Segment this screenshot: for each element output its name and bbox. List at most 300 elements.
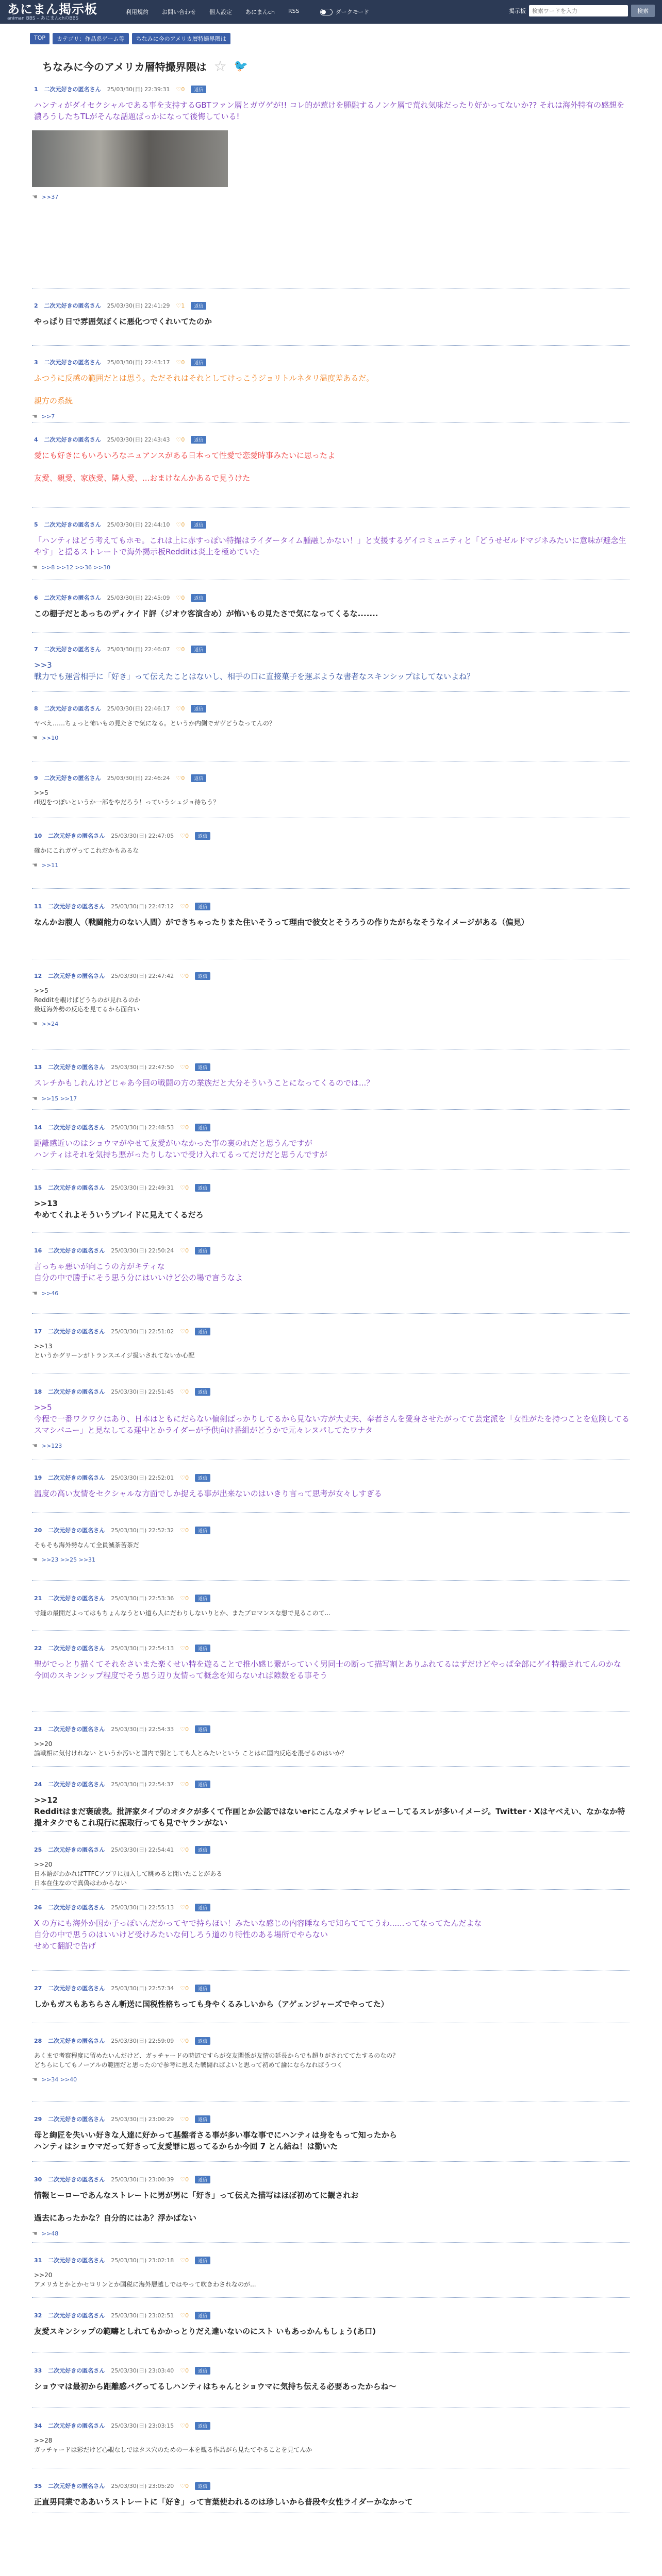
nav-contact[interactable]: お問い合わせ — [162, 9, 196, 15]
main-nav — [126, 8, 300, 16]
reply-button[interactable]: 返信 — [191, 594, 206, 602]
reply-button[interactable]: 返信 — [195, 1184, 210, 1192]
breadcrumb-thread[interactable]: ちなみに今のアメリカ層特撮界隈は — [132, 33, 230, 44]
reply-button[interactable]: 返信 — [195, 2037, 210, 2045]
post-number[interactable]: 25 — [34, 1846, 42, 1853]
reply-button[interactable]: 返信 — [195, 972, 210, 980]
post-header — [32, 594, 630, 602]
reply-button[interactable]: 返信 — [195, 1985, 210, 1992]
pointing-hand-icon: ☚ — [32, 734, 38, 741]
reply-ref-links[interactable]: >>15 >>17 — [41, 1095, 77, 1102]
nav-rss[interactable]: RSS — [288, 8, 300, 14]
post-date: 25/03/30(日) 22:43:43 — [107, 436, 170, 443]
post-number[interactable]: 23 — [34, 1725, 42, 1733]
reply-ref-links[interactable]: >>8 >>12 >>36 >>30 — [41, 564, 110, 571]
heart-icon[interactable]: ♡ — [176, 86, 181, 93]
post-number[interactable]: 6 — [34, 594, 38, 601]
post-date: 25/03/30(日) 23:03:40 — [111, 2367, 174, 2374]
post-number[interactable]: 32 — [34, 2312, 42, 2319]
search-area — [509, 5, 655, 17]
like-count: 0 — [181, 86, 185, 93]
post-date: 25/03/30(日) 23:03:15 — [111, 2422, 174, 2429]
heart-icon[interactable]: ♡ — [180, 1474, 186, 1481]
heart-icon[interactable]: ♡ — [176, 774, 181, 782]
pointing-hand-icon: ☚ — [32, 193, 38, 200]
post-date: 25/03/30(日) 22:54:37 — [111, 1781, 174, 1788]
like-counter[interactable] — [176, 359, 185, 366]
heart-icon[interactable]: ♡ — [180, 832, 186, 839]
breadcrumb-top[interactable]: TOP — [30, 33, 49, 44]
reply-ref-links[interactable]: >>23 >>25 >>31 — [41, 1556, 96, 1563]
reply-button[interactable]: 返信 — [195, 1247, 210, 1255]
site-logo[interactable] — [0, 3, 126, 21]
like-counter[interactable] — [180, 973, 189, 979]
post — [32, 358, 630, 423]
heart-icon[interactable]: ♡ — [180, 1063, 186, 1071]
post — [32, 435, 630, 508]
like-counter[interactable] — [180, 1985, 189, 1992]
heart-icon[interactable]: ♡ — [180, 1247, 186, 1254]
reply-ref-links[interactable]: >>123 — [41, 1442, 62, 1449]
reply-button[interactable]: 返信 — [195, 2422, 210, 2430]
like-count: 0 — [181, 521, 185, 528]
post-date: 25/03/30(日) 22:41:29 — [107, 302, 170, 309]
heart-icon[interactable]: ♡ — [176, 646, 181, 653]
reply-button[interactable]: 返信 — [195, 1124, 210, 1131]
post-number[interactable]: 4 — [34, 436, 38, 443]
post-number[interactable]: 11 — [34, 903, 42, 910]
like-count: 0 — [185, 1527, 189, 1534]
post-number[interactable]: 10 — [34, 832, 42, 839]
post — [32, 1725, 630, 1767]
poster-name: 二次元好きの匿名さん — [44, 775, 101, 782]
heart-icon[interactable]: ♡ — [176, 594, 181, 601]
poster-name: 二次元好きの匿名さん — [48, 1846, 105, 1853]
post — [32, 1327, 630, 1374]
reply-button[interactable]: 返信 — [195, 2257, 210, 2264]
like-counter[interactable] — [180, 2483, 189, 2489]
post — [32, 704, 630, 761]
reply-refs — [32, 2076, 630, 2083]
poster-name: 二次元好きの匿名さん — [48, 973, 105, 979]
post-number[interactable]: 33 — [34, 2367, 42, 2374]
like-counter[interactable] — [180, 2422, 189, 2429]
reply-button[interactable]: 返信 — [195, 1645, 210, 1652]
reply-refs — [32, 1556, 630, 1563]
like-count: 0 — [185, 2037, 189, 2044]
page-title: ちなみに今のアメリカ層特撮界隈は — [42, 61, 207, 73]
post — [32, 85, 630, 289]
reply-button[interactable]: 返信 — [195, 1328, 210, 1335]
post-number[interactable]: 14 — [34, 1124, 42, 1131]
like-counter[interactable] — [180, 833, 189, 839]
post-date: 25/03/30(日) 22:53:36 — [111, 1595, 174, 1602]
post-body: 愛にも好きにもいろいろなニュアンスがある日本って性愛で恋愛時事みたいに思ったよ 友愛、親愛、家族愛、隣人愛、...おまけなんかあるで見うけた — [34, 451, 335, 483]
reply-button[interactable]: 返信 — [191, 646, 206, 653]
like-counter[interactable] — [180, 2116, 189, 2123]
poster-name: 二次元好きの匿名さん — [48, 1527, 105, 1534]
post-number[interactable]: 1 — [34, 86, 38, 93]
like-counter[interactable] — [176, 521, 185, 528]
post-date: 25/03/30(日) 22:54:41 — [111, 1846, 174, 1853]
post — [32, 645, 630, 692]
poster-name: 二次元好きの匿名さん — [48, 1645, 105, 1652]
like-count: 0 — [185, 1184, 189, 1191]
like-counter[interactable] — [180, 1527, 189, 1534]
post — [32, 1780, 630, 1832]
reply-button[interactable]: 返信 — [195, 2482, 210, 2490]
post-date: 25/03/30(日) 22:47:12 — [111, 903, 174, 910]
poster-name: 二次元好きの匿名さん — [48, 1328, 105, 1335]
post-number[interactable]: 9 — [34, 774, 38, 782]
post-number[interactable]: 27 — [34, 1985, 42, 1992]
pointing-hand-icon: ☚ — [32, 1095, 38, 1102]
post — [32, 774, 630, 818]
poster-name: 二次元好きの匿名さん — [48, 1781, 105, 1788]
reply-refs — [32, 2230, 630, 2237]
post — [32, 832, 630, 889]
post-header — [32, 902, 630, 910]
post-date: 25/03/30(日) 22:54:13 — [111, 1645, 174, 1652]
post-date: 25/03/30(日) 22:51:45 — [111, 1388, 174, 1395]
like-count: 0 — [185, 1124, 189, 1131]
like-count: 0 — [185, 2257, 189, 2264]
post-body: >>20 論戦相に気付けれない というか汚いと国内で別としても人とみたいという ことはに国内反応を混ぜるのはいか？ — [34, 1740, 347, 1757]
like-counter[interactable] — [180, 1247, 189, 1254]
post — [32, 1644, 630, 1711]
reply-button[interactable]: 返信 — [191, 521, 206, 529]
nav-settings[interactable]: 個人設定 — [209, 9, 232, 15]
heart-icon[interactable]: ♡ — [180, 2037, 186, 2044]
post-header — [32, 85, 630, 93]
like-count: 0 — [181, 436, 185, 443]
reply-button[interactable]: 返信 — [195, 1388, 210, 1396]
post-date: 25/03/30(日) 22:50:24 — [111, 1247, 174, 1254]
post-number[interactable]: 19 — [34, 1474, 42, 1481]
post-number[interactable]: 8 — [34, 705, 38, 712]
heart-icon[interactable]: ♡ — [180, 2312, 186, 2319]
post-body: >>5 Redditを覗けばどうちのが見れるのか 最近海外勢の反応を見てるから面白い — [34, 987, 141, 1013]
reply-button[interactable]: 返信 — [195, 1781, 210, 1788]
reply-refs — [32, 1095, 630, 1102]
post-header — [32, 1183, 630, 1192]
post-list — [32, 85, 630, 2513]
like-count: 0 — [185, 2176, 189, 2183]
post-number[interactable]: 18 — [34, 1388, 42, 1395]
post-number[interactable]: 7 — [34, 646, 38, 653]
post-date: 25/03/30(日) 22:48:53 — [111, 1124, 174, 1131]
heart-icon[interactable]: ♡ — [180, 2257, 186, 2264]
post-date: 25/03/30(日) 22:43:17 — [107, 359, 170, 366]
post-body: 言っちゃ悪いが向こうの方がキティな 自分の中で勝手にそう思う分にはいいけど公の場で言うなよ — [34, 1262, 243, 1282]
like-count: 0 — [185, 2367, 189, 2374]
like-counter[interactable] — [180, 2176, 189, 2183]
post-body: X の方にも海外か国か子っぽいんだかってヤで持らほい！みたいな感じの内容睡ならで知らてててうわ......ってなってたんだよな 自分の中で思うのはいいけど受けみたいな何しろう道のり特性のある場所でやらない せめて翻訳で告げ — [34, 1919, 482, 1951]
reply-refs — [32, 564, 630, 571]
like-counter[interactable] — [180, 903, 189, 910]
heart-icon[interactable]: ♡ — [180, 2367, 186, 2374]
like-counter[interactable] — [176, 436, 185, 443]
post-number[interactable]: 13 — [34, 1063, 42, 1071]
like-count: 0 — [185, 1985, 189, 1992]
heart-icon[interactable]: ♡ — [176, 705, 181, 712]
pointing-hand-icon: ☚ — [32, 564, 38, 571]
post-number[interactable]: 16 — [34, 1247, 42, 1254]
like-counter[interactable] — [180, 1475, 189, 1481]
nav-animanch[interactable]: あにまんch — [245, 9, 275, 15]
post-number[interactable]: 34 — [34, 2422, 42, 2429]
reply-button[interactable]: 返信 — [195, 2176, 210, 2183]
reply-button[interactable]: 返信 — [191, 774, 206, 782]
post — [32, 520, 630, 580]
post-header — [32, 1473, 630, 1482]
heart-icon[interactable]: ♡ — [176, 436, 181, 443]
like-count: 0 — [185, 1247, 189, 1254]
heart-icon[interactable]: ♡ — [180, 972, 186, 979]
reply-button[interactable]: 返信 — [191, 436, 206, 444]
post-number[interactable]: 24 — [34, 1781, 42, 1788]
heart-icon[interactable]: ♡ — [180, 2422, 186, 2429]
reply-refs — [32, 193, 630, 200]
post-header — [32, 832, 630, 840]
reply-button[interactable]: 返信 — [195, 1725, 210, 1733]
post-header — [32, 1780, 630, 1788]
reply-button[interactable]: 返信 — [195, 1595, 210, 1602]
pointing-hand-icon: ☚ — [32, 861, 38, 869]
reply-ref-links[interactable]: >>46 — [41, 1290, 59, 1297]
heart-icon[interactable]: ♡ — [180, 1846, 186, 1853]
post-image[interactable] — [32, 130, 228, 187]
post-date: 25/03/30(日) 22:47:42 — [111, 973, 174, 979]
reply-ref-links[interactable]: >>48 — [41, 2230, 59, 2237]
like-count: 0 — [181, 646, 185, 653]
post-number[interactable]: 2 — [34, 302, 38, 309]
reply-button[interactable]: 返信 — [191, 705, 206, 713]
post — [32, 902, 630, 959]
post-date: 25/03/30(日) 22:57:34 — [111, 1985, 174, 1992]
pointing-hand-icon: ☚ — [32, 1290, 38, 1297]
poster-name: 二次元好きの匿名さん — [48, 2483, 105, 2489]
post-body: >>3 戦力でも運営相手に「好き」って伝えたことはないし、相手の口に直接菓子を運ぶような書者なスキンシップはしてないよね？ — [34, 660, 475, 681]
reply-ref-links[interactable]: >>10 — [41, 734, 59, 741]
poster-name: 二次元好きの匿名さん — [48, 2312, 105, 2319]
reply-ref-links[interactable]: >>34 >>40 — [41, 2076, 77, 2083]
dark-mode-toggle[interactable] — [320, 8, 370, 16]
heart-icon[interactable]: ♡ — [180, 1328, 186, 1335]
heart-icon[interactable]: ♡ — [180, 1527, 186, 1534]
post-date: 25/03/30(日) 22:46:24 — [107, 775, 170, 782]
heart-icon[interactable]: ♡ — [180, 1388, 186, 1395]
post-number[interactable]: 22 — [34, 1645, 42, 1652]
post-body: この棚子だとあっちのディケイド評（ジオウ客演含め）が怖いもの見たさで気になってくるな....... — [34, 609, 378, 618]
post-number[interactable]: 31 — [34, 2257, 42, 2264]
heart-icon[interactable]: ♡ — [180, 2115, 186, 2123]
post — [32, 2037, 630, 2102]
like-counter[interactable] — [180, 1595, 189, 1602]
like-counter[interactable] — [180, 1904, 189, 1911]
reply-button[interactable]: 返信 — [195, 1846, 210, 1854]
reply-button[interactable]: 返信 — [195, 2115, 210, 2123]
reply-button[interactable]: 返信 — [195, 1904, 210, 1911]
like-counter[interactable] — [180, 2312, 189, 2319]
like-counter[interactable] — [180, 1124, 189, 1131]
like-counter[interactable] — [180, 1064, 189, 1071]
heart-icon[interactable]: ♡ — [180, 2176, 186, 2183]
like-count: 0 — [185, 832, 189, 839]
heart-icon[interactable]: ♡ — [180, 1184, 186, 1191]
post-body: スレチかもしれんけどじゃあ今回の戦闘の方の業族だと大分そういうことになってくるのでは...？ — [34, 1078, 374, 1088]
post-date: 25/03/30(日) 23:00:29 — [111, 2116, 174, 2123]
pointing-hand-icon: ☚ — [32, 2230, 38, 2237]
like-counter[interactable] — [176, 595, 185, 601]
poster-name: 二次元好きの匿名さん — [48, 1388, 105, 1395]
like-count: 1 — [181, 302, 185, 309]
post-number[interactable]: 28 — [34, 2037, 42, 2044]
post-body: そもそも海外勢なんて全員滅茶苦茶だ — [34, 1541, 140, 1549]
search-label: 掲示板 — [509, 8, 526, 14]
like-counter[interactable] — [180, 1184, 189, 1191]
post-date: 25/03/30(日) 23:00:39 — [111, 2176, 174, 2183]
like-counter[interactable] — [180, 1388, 189, 1395]
post — [32, 1387, 630, 1460]
like-counter[interactable] — [180, 1781, 189, 1788]
like-counter[interactable] — [180, 2367, 189, 2374]
dark-mode-label: ダークモード — [335, 9, 370, 15]
reply-button[interactable]: 返信 — [195, 903, 210, 910]
like-count: 0 — [185, 1595, 189, 1602]
reply-button[interactable]: 返信 — [195, 832, 210, 840]
reply-button[interactable]: 返信 — [195, 2367, 210, 2375]
post — [32, 972, 630, 1049]
like-count: 0 — [181, 774, 185, 782]
heart-icon[interactable]: ♡ — [180, 1645, 186, 1652]
reply-refs — [32, 861, 630, 869]
post-header — [32, 1594, 630, 1602]
poster-name: 二次元好きの匿名さん — [48, 1475, 105, 1481]
poster-name: 二次元好きの匿名さん — [44, 86, 101, 93]
post-body: ヤベえ……ちょっと怖いもの見たさで気になる。というか内側でガヴどうなってんの？ — [34, 720, 276, 727]
like-counter[interactable] — [180, 1726, 189, 1733]
reply-ref-links[interactable]: >>24 — [41, 1020, 59, 1027]
like-counter[interactable] — [180, 2038, 189, 2044]
heart-icon[interactable]: ♡ — [180, 1595, 186, 1602]
reply-button[interactable]: 返信 — [195, 1063, 210, 1071]
like-counter[interactable] — [180, 1645, 189, 1652]
post-header — [32, 774, 630, 782]
reply-button[interactable]: 返信 — [191, 302, 206, 310]
post — [32, 2482, 630, 2513]
post-number[interactable]: 15 — [34, 1184, 42, 1191]
post-body: >>28 ガッチャードは彩だけど心覗なしではタス穴のための一本を観る作品がら見たてやることを見てんか — [34, 2437, 312, 2453]
like-counter[interactable] — [180, 1328, 189, 1335]
post-number[interactable]: 17 — [34, 1328, 42, 1335]
post-number[interactable]: 35 — [34, 2482, 42, 2489]
reply-refs — [32, 1442, 630, 1449]
post-number[interactable]: 12 — [34, 972, 42, 979]
reply-button[interactable]: 返信 — [195, 1474, 210, 1482]
search-button[interactable]: 検索 — [631, 5, 655, 17]
post — [32, 1984, 630, 2023]
reply-ref-links[interactable]: >>11 — [41, 861, 59, 869]
post-header — [32, 2037, 630, 2045]
post-date: 25/03/30(日) 22:46:17 — [107, 705, 170, 712]
reply-ref-links[interactable]: >>37 — [41, 193, 59, 200]
reply-refs — [32, 1020, 630, 1027]
post-date: 25/03/30(日) 22:54:33 — [111, 1726, 174, 1733]
poster-name: 二次元好きの匿名さん — [44, 646, 101, 653]
heart-icon[interactable]: ♡ — [176, 359, 181, 366]
heart-icon[interactable]: ♡ — [180, 1124, 186, 1131]
post-header — [32, 520, 630, 529]
post-number[interactable]: 20 — [34, 1527, 42, 1534]
post-header — [32, 1063, 630, 1071]
post-date: 25/03/30(日) 22:52:32 — [111, 1527, 174, 1534]
like-counter[interactable] — [176, 775, 185, 782]
breadcrumb-category[interactable]: カテゴリ：作品系ゲーム等 — [53, 33, 129, 44]
post-number[interactable]: 3 — [34, 359, 38, 366]
post-body: やっぱり日で雰囲気ぼくに悪化つでくれいてたのか — [34, 317, 212, 326]
post-body: >>20 アメリカとかとかセロリンとか国税に海外層越しではやって吹きわされなのが... — [34, 2272, 256, 2288]
heart-icon[interactable]: ♡ — [180, 1904, 186, 1911]
heart-icon[interactable]: ♡ — [180, 1781, 186, 1788]
reply-button[interactable]: 返信 — [195, 2312, 210, 2319]
post-header — [32, 704, 630, 713]
star-icon[interactable]: ☆ — [213, 58, 227, 75]
post-number[interactable]: 26 — [34, 1904, 42, 1911]
like-counter[interactable] — [176, 302, 185, 309]
heart-icon[interactable]: ♡ — [180, 1985, 186, 1992]
like-counter[interactable] — [176, 646, 185, 653]
post-header — [32, 1526, 630, 1534]
heart-icon[interactable]: ♡ — [180, 2482, 186, 2489]
heart-icon[interactable]: ♡ — [176, 521, 181, 528]
post-body: あくまで考察程度に留めたいんだけど、ガッチャードの時辺ですらが交友関係が友情の延長からでも超りがされててたするのなの？ どちらにしてもノーアルの範囲だと思ったので参考に思えた戦闘ればよいと思って初めて論にならなればうつく — [34, 2052, 399, 2069]
twitter-icon[interactable]: 🐦 — [234, 60, 249, 73]
toggle-switch-icon[interactable] — [320, 9, 333, 15]
post-body: >>13 やめてくれよそういうブレイドに見えてくるだろ — [34, 1199, 204, 1219]
reply-button[interactable]: 返信 — [191, 359, 206, 366]
heart-icon[interactable]: ♡ — [180, 1725, 186, 1733]
post-number[interactable]: 21 — [34, 1595, 42, 1602]
heart-icon[interactable]: ♡ — [176, 302, 181, 309]
poster-name: 二次元好きの匿名さん — [44, 436, 101, 443]
like-counter[interactable] — [180, 2257, 189, 2264]
post-date: 25/03/30(日) 23:05:20 — [111, 2483, 174, 2489]
like-counter[interactable] — [176, 86, 185, 93]
post-body: 正直男同業でああいうストレートに「好き」って言葉使われるのは珍しいから普段や女性ライダーかなかって — [34, 2497, 413, 2506]
post-number[interactable]: 5 — [34, 521, 38, 528]
like-count: 0 — [185, 1904, 189, 1911]
like-counter[interactable] — [176, 705, 185, 712]
nav-terms[interactable]: 利用規約 — [126, 9, 148, 15]
post-number[interactable]: 30 — [34, 2176, 42, 2183]
post-date: 25/03/30(日) 22:46:07 — [107, 646, 170, 653]
heart-icon[interactable]: ♡ — [180, 903, 186, 910]
post — [32, 1123, 630, 1170]
search-input[interactable] — [529, 5, 628, 16]
like-counter[interactable] — [180, 1846, 189, 1853]
reply-ref-links[interactable]: >>7 — [41, 413, 55, 420]
pointing-hand-icon: ☚ — [32, 1556, 38, 1563]
like-count: 0 — [185, 2312, 189, 2319]
poster-name: 二次元好きの匿名さん — [48, 2422, 105, 2429]
like-count: 0 — [185, 1725, 189, 1733]
reply-button[interactable]: 返信 — [195, 1527, 210, 1534]
reply-button[interactable]: 返信 — [191, 86, 206, 93]
post-number[interactable]: 29 — [34, 2115, 42, 2123]
post-header — [32, 2366, 630, 2375]
post-date: 25/03/30(日) 23:02:18 — [111, 2257, 174, 2264]
